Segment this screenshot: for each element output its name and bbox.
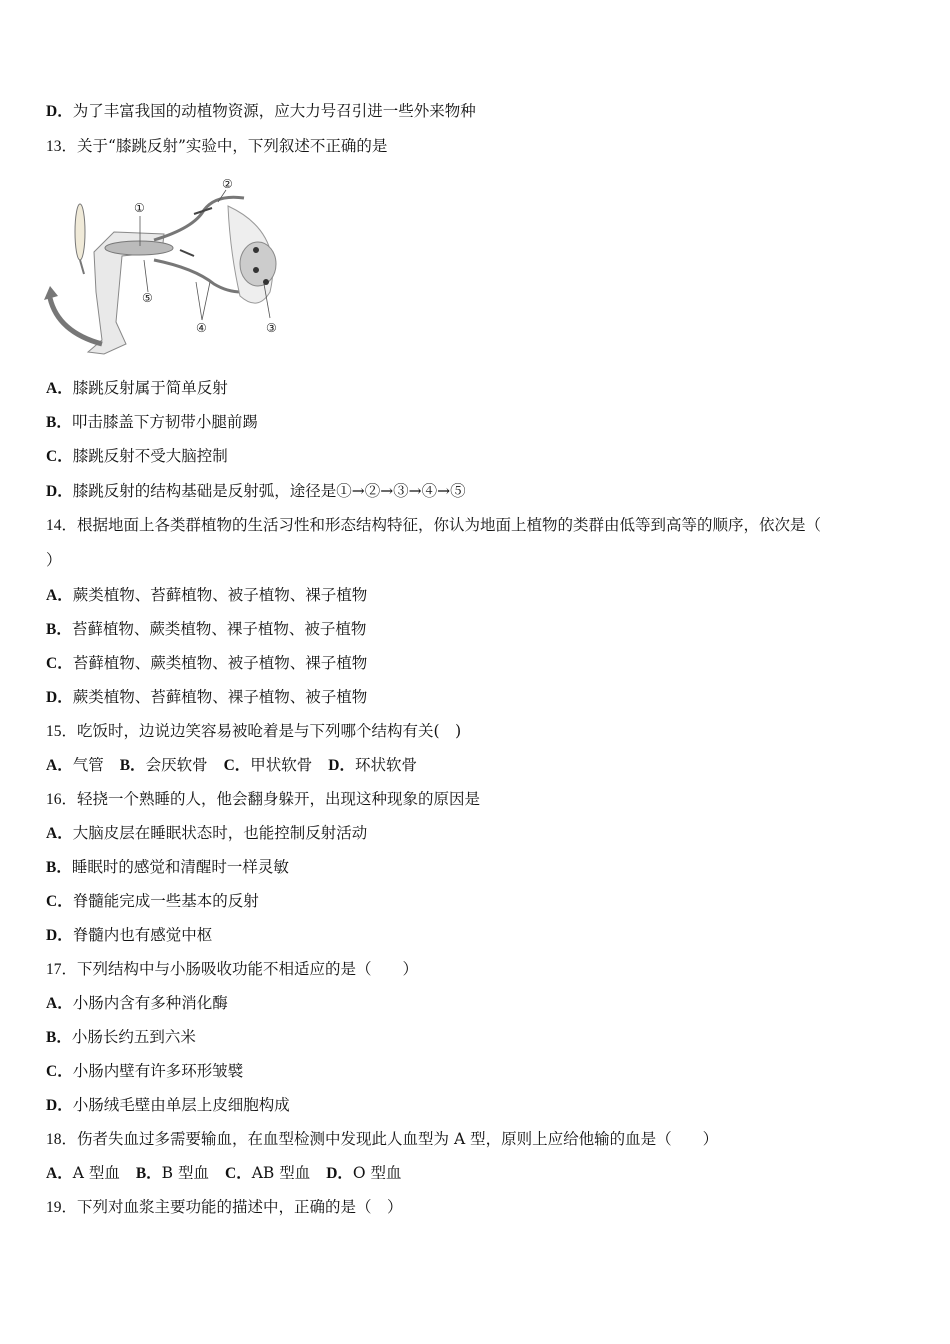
figure-label-1: ① [134,201,145,215]
q16-stem: 16．轻挠一个熟睡的人，他会翻身躲开，出现这种现象的原因是 [46,790,481,808]
q18-stem: 18．伤者失血过多需要输血，在血型检测中发现此人血型为 A 型，原则上应给他输的血是（ ） [46,1130,719,1148]
q15-stem: 15．吃饭时，边说边笑容易被呛着是与下列哪个结构有关( ) [46,722,462,740]
q13-option-c: C．膝跳反射不受大脑控制 [46,447,228,465]
knee-jerk-reflex-figure [44,172,284,362]
q14-stem-cont: ） [46,551,62,569]
figure-label-4: ④ [196,321,207,335]
q17-option-c: C．小肠内壁有许多环形皱襞 [46,1062,244,1080]
q13-option-d: D．膝跳反射的结构基础是反射弧，途径是①→②→③→④→⑤ [46,482,466,500]
q17-option-b: B．小肠长约五到六米 [46,1028,196,1046]
figure-label-2: ② [222,177,233,191]
q13-stem: 13．关于“膝跳反射”实验中，下列叙述不正确的是 [46,137,388,155]
q16-option-d: D．脊髓内也有感觉中枢 [46,926,213,944]
q13-option-a: A．膝跳反射属于简单反射 [46,379,228,397]
q17-option-a: A．小肠内含有多种消化酶 [46,994,228,1012]
q14-option-d: D．蕨类植物、苔藓植物、裸子植物、被子植物 [46,688,368,706]
q16-option-c: C．脊髓能完成一些基本的反射 [46,892,259,910]
q17-stem: 17．下列结构中与小肠吸收功能不相适应的是（ ） [46,960,419,978]
figure-label-5: ⑤ [142,291,153,305]
q14-option-c: C．苔藓植物、蕨类植物、被子植物、裸子植物 [46,654,368,672]
q17-option-d: D．小肠绒毛壁由单层上皮细胞构成 [46,1096,290,1114]
q14-stem: 14．根据地面上各类群植物的生活习性和形态结构特征，你认为地面上植物的类群由低等到高等的顺序，依次是（ [46,516,822,534]
q19-stem: 19．下列对血浆主要功能的描述中，正确的是（ ） [46,1198,403,1216]
q16-option-b: B．睡眠时的感觉和清醒时一样灵敏 [46,858,289,876]
q16-option-a: A．大脑皮层在睡眠状态时，也能控制反射活动 [46,824,368,842]
q15-options: A．气管 B．会厌软骨 C．甲状软骨 D．环状软骨 [46,756,418,774]
q12-option-d: D．为了丰富我国的动植物资源，应大力号召引进一些外来物种 [46,102,476,120]
q14-option-a: A．蕨类植物、苔藓植物、被子植物、裸子植物 [46,586,368,604]
q13-option-b: B．叩击膝盖下方韧带小腿前踢 [46,413,258,431]
q14-option-b: B．苔藓植物、蕨类植物、裸子植物、被子植物 [46,620,367,638]
figure-label-3: ③ [266,321,277,335]
q18-options: A．A 型血 B．B 型血 C．AB 型血 D．O 型血 [46,1164,402,1182]
